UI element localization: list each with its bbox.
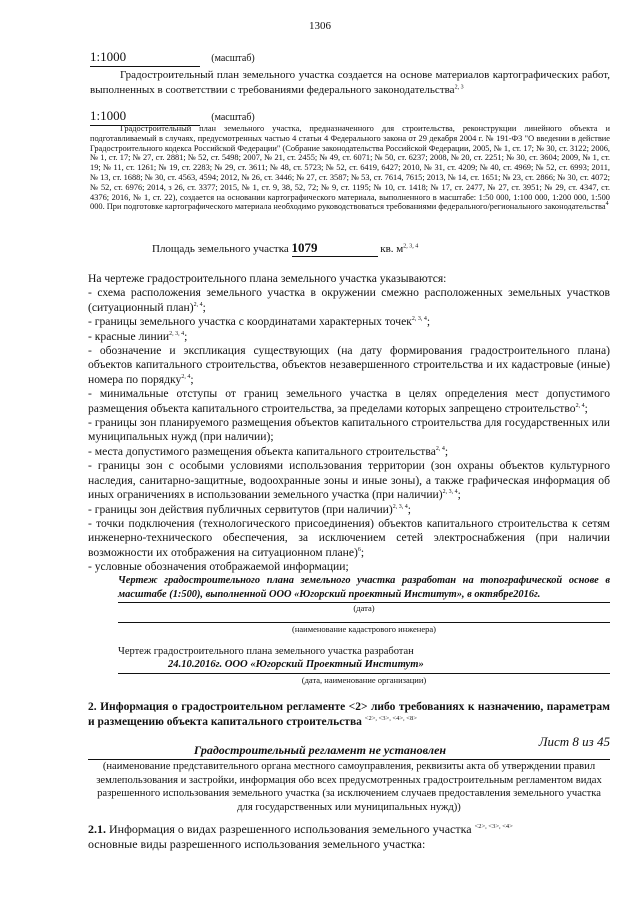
topo-basis-text: Чертеж градостроительного плана земельного участка разработан на топографической основе в масштабе (1:500), выполненной ООО «Югорский проектный Институт», в октябре2016г. (118, 575, 610, 600)
scale-note-text: Градостроительный план земельного участка, предназначенного для строительства, реконструкции линейного объекта и подготавливаемый в случаях, предусмотренных частью 4 статьи 4 Федерального закона от 29 декабря 2004 г. № 191-ФЗ "О введении в действие Градостроительного кодекса Российской Федерации" (Собрание законодательства Российской Федерации, 2005, № 1, ст. 17; № 30, ст. 3122; 2006, № 1, ст. 17; № 27, ст. 2881; № 52, ст. 5498; 2007, № 21, ст. 2455; № 49, ст. 6071; № 50, ст. 6237; 2008, № 20, ст. 2251; № 30, ст. 3604; 2009, № 1, ст. 19; № 11, ст. 1261; № 19, ст. 2283; № 29, ст. 3611; № 48, ст. 5723; № 52, ст. 6419, 6427; 2010, № 31, ст. 4209; № 40, ст. 4969; № 52, ст. 6993; 2011, № 13, ст. 1688; № 30, ст. 4563, 4594; 2012, № 26, ст. 3446; № 27, ст. 3587; № 53, ст. 7614, 7615; 2013, № 14, ст. 1651; № 23, ст. 2866; № 30, ст. 4072; № 52, ст. 6976; 2014, з 26, ст. 3377; 2015, № 1, ст. 9, 38, 52, 72; № 9, ст. 1195; № 10, ст. 1418; № 17, ст. 2477, № 27, ст. 3951; № 29, ст. 4347, ст. 4376; 2016, № 1, ст. 22), создается на основании картографического материала, выполненного в масштабе: 1:50 000, 1:100 000, 1:200 000, 1:500 000. При подготовке картографического материала необходимо руководствоваться требованиями федерального/регионального законодательства (90, 124, 610, 212)
area-value: 1079 (292, 240, 378, 257)
scale-label: (масштаб) (211, 53, 255, 64)
footnote-ref: 2, 3 (454, 84, 464, 91)
drawing-contents (88, 272, 610, 575)
footnote-ref: 4 (605, 201, 609, 208)
area-label: Площадь земельного участка (152, 243, 289, 255)
developer-value: 24.10.2016г. ООО «Югорский Проектный Институт» (168, 659, 424, 670)
list-item: - условные обозначения отображаемой информации; (88, 560, 349, 574)
list-item: - границы зон с особыми условиями использования территории (зон охраны объектов культурного наследия, санитарно-защитные, водоохранные зоны и иные зоны), а также графическая информация об иных ограничениях в использовании земельного участка (при наличии)$^{2, 3, 4}$; (88, 459, 610, 502)
area-row (152, 240, 418, 257)
page-number: 1306 (309, 20, 331, 32)
list-item: - обозначение и экспликация существующих (на дату формирования градостроительного плана) объектов капитального строительства, объектов незавершенного строительства и их кадастровые (иные) номера по порядку$^{2, 4}$; (88, 344, 610, 386)
scale-note-text: Градостроительный план земельного участка создается на основе материалов картографических работ, выполненных в соответствии с требованиями федерального законодательства (90, 69, 610, 96)
date-caption: (дата) (353, 603, 375, 613)
regulation-caption: (наименование представительного органа местного самоуправления, реквизиты акта об утверждении правил землепользования и застройки, информация обо всех предусмотренных градостроительным регламентом видах разрешенного использования земельного участка (за исключением случаев предоставления земельного участка для государственных или муниципальных нужд)) (96, 761, 602, 813)
sheet-number: Лист 8 из 45 (538, 734, 610, 749)
footnote-ref: <2>, <3>, <4>, <8> (364, 715, 417, 723)
area-unit: кв. м (380, 243, 404, 255)
section-2-1-line2: основные виды разрешенного использования земельного участка: (88, 837, 426, 851)
list-item: - границы зон действия публичных сервитутов (при наличии)$^{2, 3, 4}$; (88, 502, 411, 516)
list-item: - красные линии$^{2, 3, 4}$; (88, 329, 188, 343)
list-item: - минимальные отступы от границ земельного участка в целях определения мест допустимого размещения объекта капитального строительства, за пределами которых запрещено строительство$^{2, 4}$; (88, 387, 610, 415)
section-2-1 (88, 822, 610, 852)
scale-value: 1:1000 (90, 49, 200, 67)
list-item: - схема расположения земельного участка в окружении смежно расположенных земельных участков (ситуационный план)$^{2, 4}$; (88, 286, 610, 314)
section-2-1-title: Информация о видах разрешенного использования земельного участка (109, 822, 472, 836)
footnote-ref: <2>, <3>, <4> (474, 823, 513, 830)
engineer-caption: (наименование кадастрового инженера) (292, 624, 436, 634)
list-item: - точки подключения (технологического присоединения) объектов капитального строительства к сетям инженерно-технического обеспечения, за исключением сетей электроснабжения (при наличии возможности их отображения на ситуационном плане)$^6$; (88, 516, 610, 559)
scale-label: (масштаб) (211, 112, 255, 123)
list-item: - границы зон планируемого размещения объектов капитального строительства для государственных или муниципальных нужд (при наличии); (88, 416, 610, 444)
section-number: 2.1. (88, 822, 106, 836)
scale-note-2 (90, 124, 610, 212)
list-item: - места допустимого размещения объекта капитального строительства$^{2, 4}$; (88, 444, 449, 458)
divider (118, 673, 610, 674)
scale-value: 1:1000 (90, 108, 200, 126)
scale-note-1 (90, 68, 610, 98)
developer-caption: (дата, наименование организации) (301, 675, 427, 685)
list-item: - границы земельного участка с координатами характерных точек$^{2, 3, 4}$; (88, 315, 431, 329)
regulation-status: Градостроительный регламент не установлен (193, 743, 447, 757)
developer-label: Чертеж градостроительного плана земельного участка разработан (118, 646, 414, 657)
divider (118, 622, 610, 623)
scale-row-1 (90, 49, 255, 67)
footnote-ref: 2, 3, 4 (403, 243, 419, 250)
section-2-title: 2. Информация о градостроительном регламенте <2> либо требованиях к назначению, параметрам и размещению объекта капитального строительства $^{<2>, <3>, <4>, <8>}$ (88, 701, 610, 728)
drawing-intro: На чертеже градостроительного плана земельного участка указываются: (88, 272, 447, 285)
